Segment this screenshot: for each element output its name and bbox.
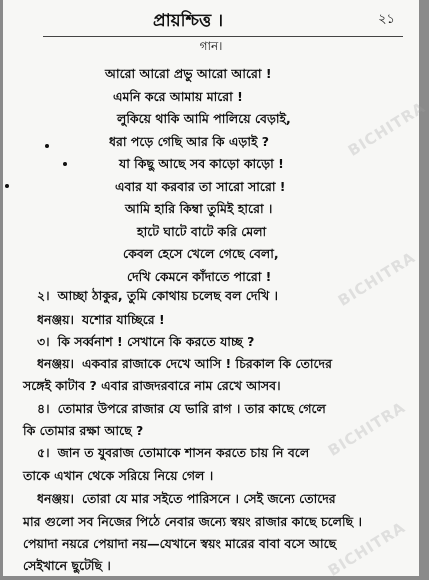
dialogue-text: তাকে এখান থেকে সরিয়ে নিয়ে গেল । (23, 468, 214, 483)
speaker-label: ধনঞ্জয়। (37, 312, 74, 327)
page-header (3, 8, 419, 32)
verse-line: এবার যা করবার তা সারো সারো ! (115, 178, 286, 194)
dialogue-line (23, 514, 362, 534)
dialogue-text: পেয়াদা নয়রে পেয়াদা নয়—যেখানে স্বয়ং মারের বাবা বসে আছে (23, 536, 337, 551)
dialogue-line (23, 423, 143, 443)
book-page (3, 0, 429, 580)
dialogue-text: যশোর যাচ্ছিরে ! (81, 312, 165, 327)
dialogue-line (23, 468, 213, 488)
verse-line: লুকিয়ে থাকি আমি পালিয়ে বেড়াই, (117, 111, 291, 126)
dialogue-line (37, 356, 332, 376)
watermark: BICHITRA (324, 398, 409, 460)
verse-line: এমনি করে আমায় মারো ! (113, 88, 243, 104)
dialogue-line (37, 288, 278, 308)
dialogue-line (37, 312, 165, 332)
speaker-label: ধনঞ্জয়। (37, 491, 74, 506)
dialogue-text: কি সর্ব্বনাশ ! সেখানে কি করতে যাচ্ছ ? (57, 334, 255, 349)
bullet-mark (5, 184, 9, 188)
speaker-label: ধনঞ্জয়। (37, 356, 74, 371)
dialogue-text: কি তোমার রক্ষা আছে ? (23, 423, 144, 438)
dialogue-text: তোরা যে মার সইতে পারিসনে । সেই জন্যে তোদের (81, 491, 336, 506)
verse-line: কেবল হেসে খেলে গেছে বেলা, (123, 246, 279, 261)
verse-line: আরো আরো প্রভু আরো আরো ! (105, 66, 272, 81)
dialogue-text: একবার রাজাকে দেখে আসি ! চিরকাল কি তোদের (81, 356, 332, 371)
dialogue-line (37, 334, 254, 354)
speaker-label: ৩। (37, 334, 50, 349)
header-rule (43, 36, 403, 37)
speaker-label: ৫। (37, 445, 50, 460)
bullet-mark (63, 162, 67, 166)
verse-line: যা কিছু আছে সব কাড়ো কাড়ো ! (119, 156, 284, 171)
dialogue-text: মার গুলো সব নিজের পিঠে নেবার জন্যে স্বয়ং রাজার কাছে চলেছি । (23, 514, 362, 529)
speaker-label: ২। (37, 288, 50, 303)
watermark: BICHITRA (334, 248, 419, 310)
dialogue-text: জান ত যুবরাজ তোমাকে শাসন করতে চায় নি বলে (57, 445, 310, 460)
verse-line: হাটে ঘাটে বাটে করি মেলা (137, 223, 267, 239)
verse-line: দেখি কেমনে কাঁদাতে পারো ! (127, 268, 272, 284)
verse-line: আমি হারি কিম্বা তুমিই হারো । (125, 201, 273, 216)
dialogue-line (23, 558, 111, 578)
watermark: BICHITRA (324, 518, 409, 580)
bullet-mark (45, 144, 49, 148)
page-number: ২১ (378, 12, 395, 27)
song-title: গান। (199, 39, 223, 53)
dialogue-text: সেইখানে ছুটেছি । (23, 558, 111, 573)
dialogue-line (37, 401, 326, 421)
dialogue-line (37, 491, 336, 511)
verse-line: ধরা পড়ে গেছি আর কি এড়াই ? (109, 133, 270, 149)
watermark: BICHITRA (344, 98, 429, 160)
page-title: প্রায়শ্চিত্ত । (153, 11, 224, 31)
dialogue-line (37, 445, 309, 465)
dialogue-text: সঙ্গেই কাটাব ? এবার রাজদরবারে নাম রেখে আসব। (23, 378, 281, 393)
dialogue-text: আচ্ছা ঠাকুর, তুমি কোথায় চলেছ বল দেখি । (57, 288, 279, 303)
dialogue-line (23, 536, 336, 556)
dialogue-line (23, 378, 281, 398)
dialogue-text: তোমার উপরে রাজার যে ভারি রাগ । তার কাছে গেলে (57, 401, 326, 416)
speaker-label: ৪। (37, 401, 50, 416)
